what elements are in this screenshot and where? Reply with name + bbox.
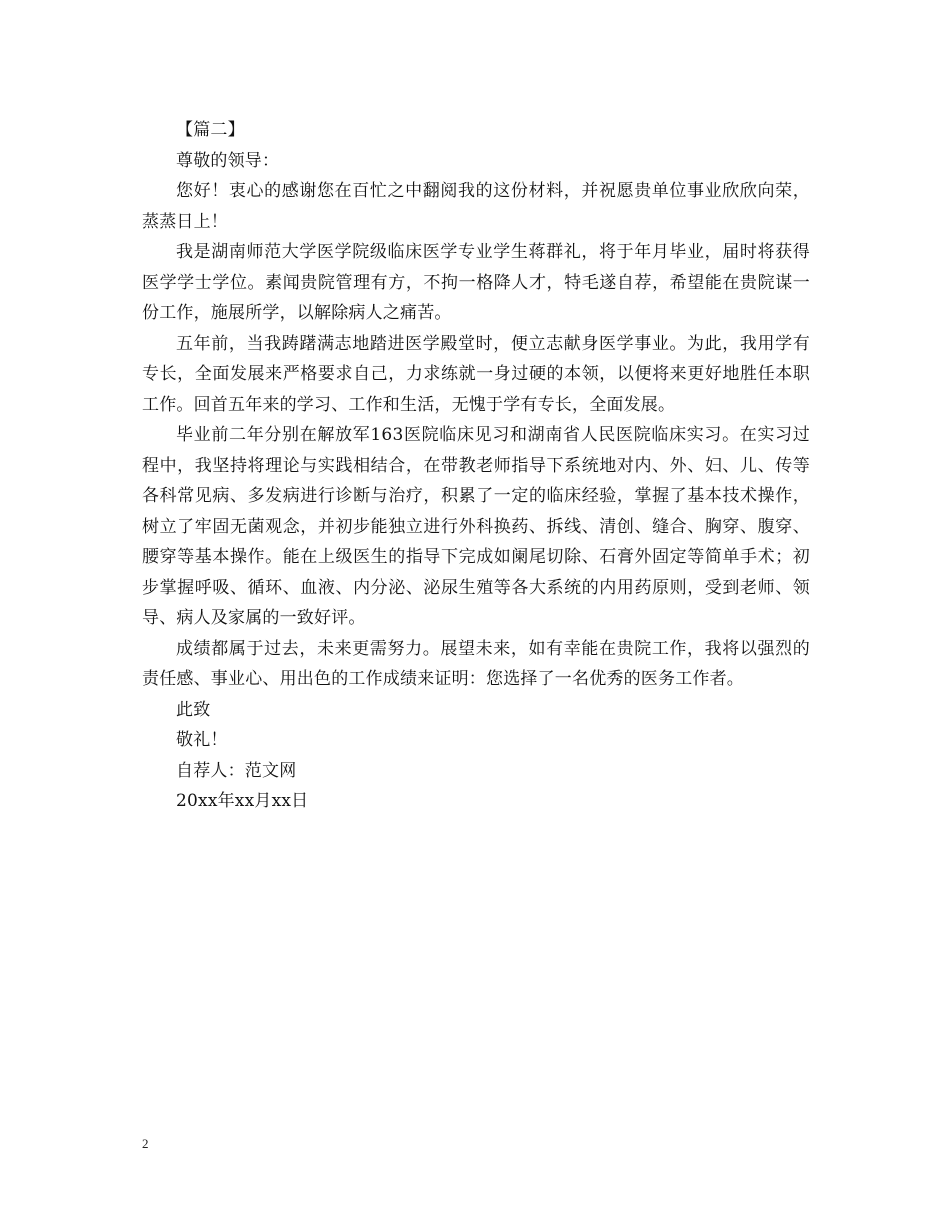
section-heading: 【篇二】 (176, 120, 245, 140)
closing-line-1: 此致 (176, 699, 211, 720)
paragraph-introduction: 我是湖南师范大学医学院级临床医学专业学生蒋群礼，将于年月毕业，届时将获得医学学士学位。素闻贵院管理有方，不拘一格降人才，特毛遂自荐，希望能在贵院谋一份工作，施展所学，以解除病人之痛苦。 (142, 242, 810, 323)
closing-line-2: 敬礼！ (176, 730, 228, 750)
letter-date: 20xx年xx月xx日 (176, 791, 309, 811)
page-number: 2 (142, 1136, 149, 1151)
paragraph-greeting: 您好！衷心的感谢您在百忙之中翻阅我的这份材料，并祝愿贵单位事业欣欣向荣，蒸蒸日上！ (142, 181, 810, 232)
paragraph-study: 五年前，当我踌躇满志地踏进医学殿堂时，便立志献身医学事业。为此，我用学有专长，全面发展来严格要求自己，力求练就一身过硬的本领，以便将来更好地胜任本职工作。回首五年来的学习、工作和生活，无愧于学有专长，全面发展。 (142, 333, 810, 415)
salutation: 尊敬的领导： (176, 150, 280, 171)
letter-body (142, 115, 810, 817)
paragraph-internship: 毕业前二年分别在解放军163医院临床见习和湖南省人民医院临床实习。在实习过程中，我坚持将理论与实践相结合，在带教老师指导下系统地对内、外、妇、儿、传等各科常见病、多发病进行诊断与治疗，积累了一定的临床经验，掌握了基本技术操作，树立了牢固无菌观念，并初步能独立进行外科换药、拆线、清创、缝合、胸穿、腹穿、腰穿等基本操作。能在上级医生的指导下完成如阑尾切除、石膏外固定等简单手术；初步掌握呼吸、循环、血液、内分泌、泌尿生殖等各大系统的内用药原则，受到老师、领导、病人及家属的一致好评。 (142, 425, 810, 628)
signature: 自荐人：范文网 (176, 760, 297, 781)
paragraph-outlook: 成绩都属于过去，未来更需努力。展望未来，如有幸能在贵院工作，我将以强烈的责任感、事业心、用出色的工作成绩来证明：您选择了一名优秀的医务工作者。 (142, 638, 810, 689)
